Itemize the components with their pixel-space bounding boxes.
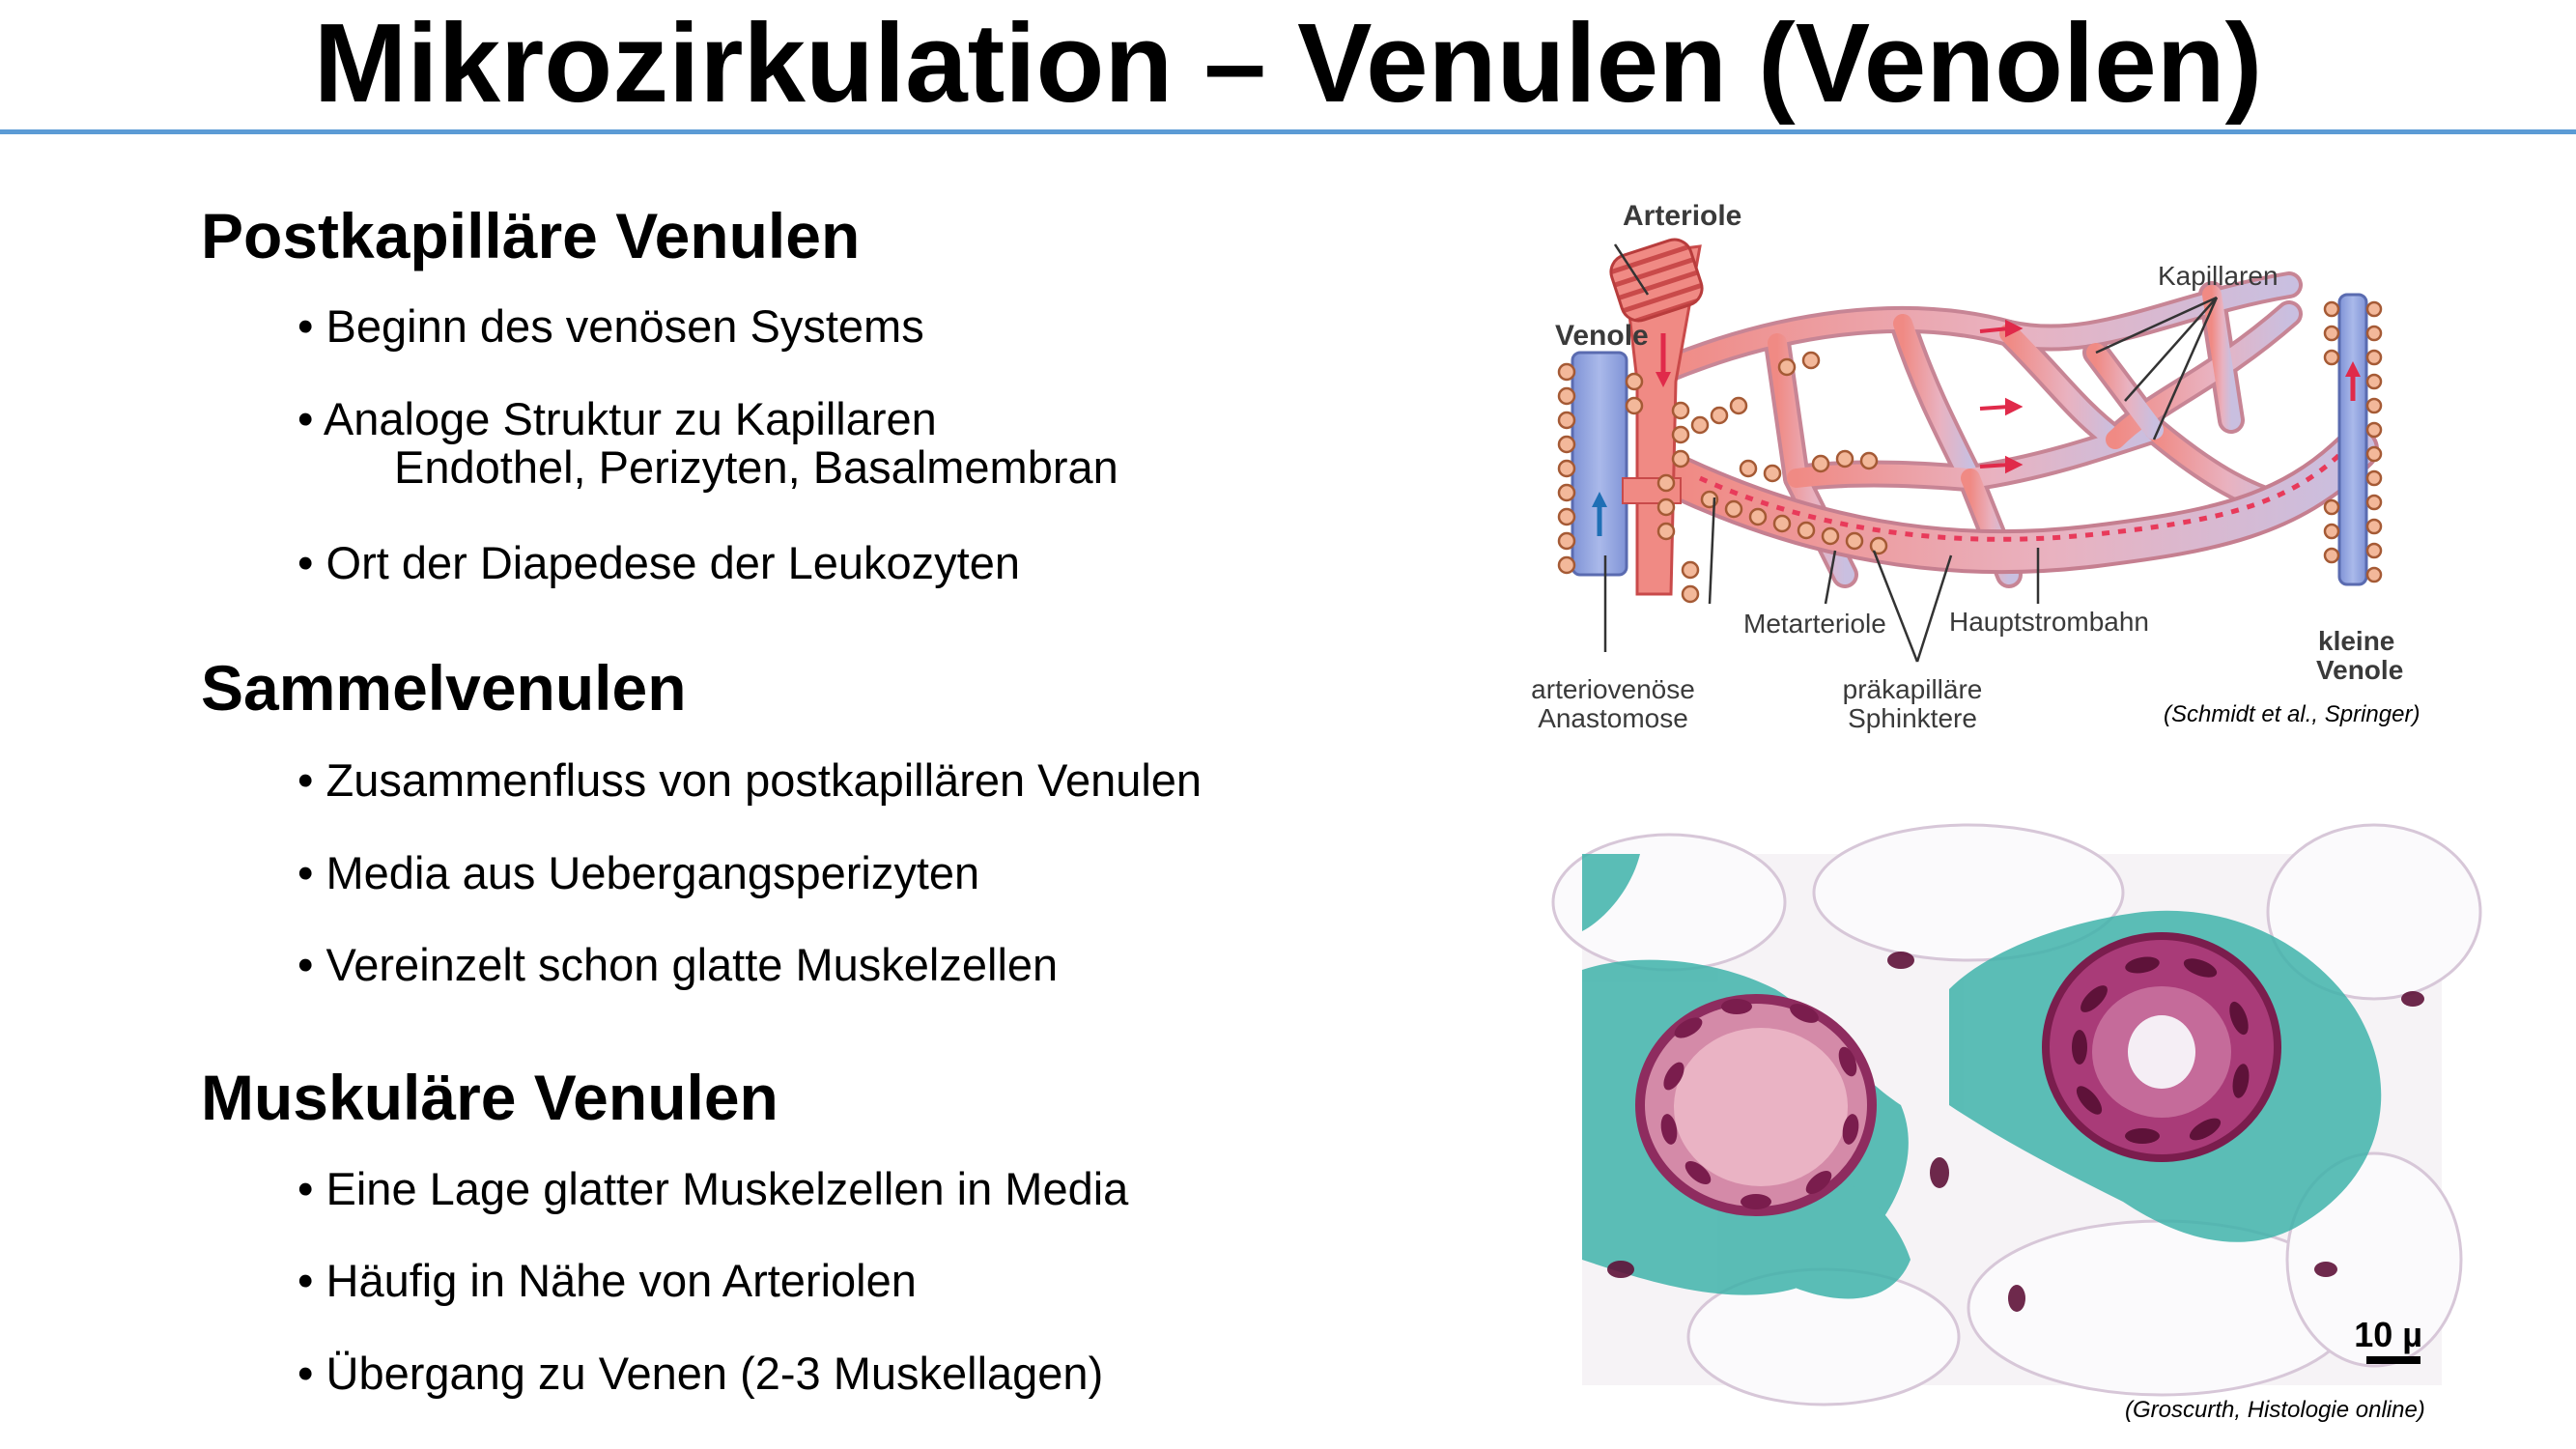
label-venole: Venole [1555,320,1649,352]
label-kapillaren: Kapillaren [2158,261,2279,291]
bullet-item: • Zusammenfluss von postkapillären Venulen [297,754,1203,806]
label-av-anastomose: arteriovenöse [1531,674,1695,704]
bullet-item: • Analoge Struktur zu Kapillaren [297,393,937,444]
bullet-item: • Beginn des venösen Systems [297,300,924,352]
diagram-caption: (Schmidt et al., Springer) [2164,701,2420,727]
micrograph-caption: (Groscurth, Histologie online) [2125,1397,2425,1423]
histology-micrograph [1582,854,2442,1385]
section-heading-sammelvenulen: Sammelvenulen [201,652,687,724]
bullet-item: • Ort der Diapedese der Leukozyten [297,537,1020,588]
section-heading-postkapillaere: Postkapilläre Venulen [201,200,861,271]
label-hauptstrombahn: Hauptstrombahn [1949,607,2150,637]
section-heading-muskulaere: Muskuläre Venulen [201,1062,778,1133]
bullet-item: • Vereinzelt schon glatte Muskelzellen [297,939,1059,990]
label-praekapillaere-sphinktere: präkapilläre [1842,674,1983,704]
title-divider [0,129,2576,134]
arteriole-cross-section-right [2046,936,2278,1158]
venole-vessel [1572,353,1627,575]
label-kleine-venole-2: Venole [2316,655,2404,685]
venule-cross-section-left [1640,999,1872,1211]
label-kleine-venole: kleine [2318,626,2395,656]
bullet-item: • Häufig in Nähe von Arteriolen [297,1255,917,1306]
label-praekapillaere-sphinktere-2: Sphinktere [1848,703,1977,733]
small-venole-vessel [2339,295,2366,584]
label-metarteriole: Metarteriole [1743,609,1886,639]
bullet-item: • Eine Lage glatter Muskelzellen in Media [297,1163,1129,1214]
bullet-subitem: Endothel, Perizyten, Basalmembran [394,441,1118,493]
label-arteriole: Arteriole [1623,200,1742,232]
bullet-item: • Übergang zu Venen (2-3 Muskellagen) [297,1348,1104,1399]
page-title: Mikrozirkulation – Venulen (Venolen) [313,0,2263,126]
scale-bar-label: 10 µ [2354,1315,2422,1354]
bullet-item: • Media aus Uebergangsperizyten [297,847,980,898]
label-av-anastomose-2: Anastomose [1538,703,1688,733]
microcirculation-diagram [1531,188,2453,749]
